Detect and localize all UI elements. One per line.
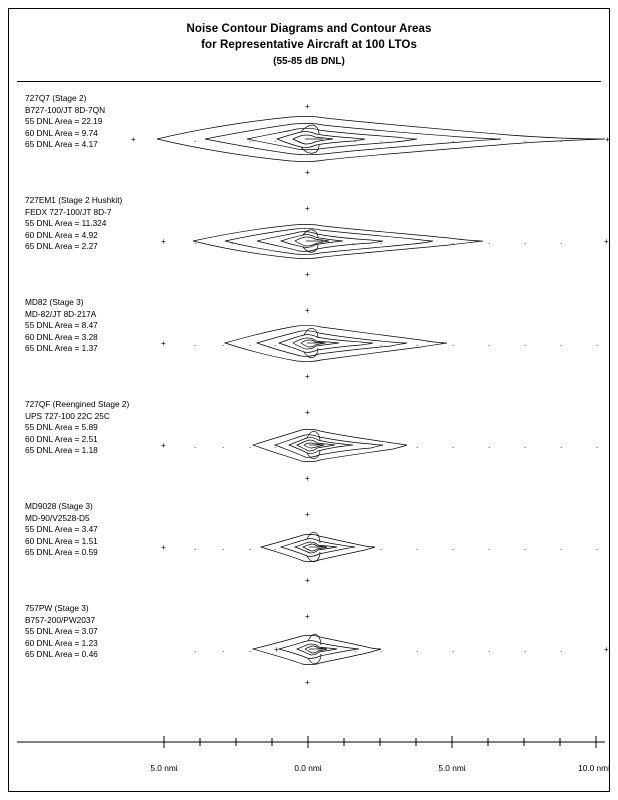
svg-text:.: . xyxy=(524,645,527,654)
panel-aircraft-1: B727-100/JT 8D-7QN xyxy=(25,104,106,115)
panel-area55-4: 55 DNL Area = 5.89 xyxy=(25,422,98,433)
svg-text:.: . xyxy=(524,441,527,450)
panel-757PW xyxy=(9,597,609,699)
svg-text:.: . xyxy=(596,543,599,552)
svg-text:.: . xyxy=(194,339,197,348)
panel-area60-5: 60 DNL Area = 1.51 xyxy=(25,535,98,546)
contour-graphic-6 xyxy=(9,597,609,699)
svg-text:+: + xyxy=(161,237,166,246)
svg-text:.: . xyxy=(560,135,563,144)
svg-text:.: . xyxy=(194,237,197,246)
x-tick-label-zero: 0.0 nmi xyxy=(294,763,322,773)
svg-text:.: . xyxy=(524,237,527,246)
svg-text:.: . xyxy=(222,339,225,348)
svg-text:.: . xyxy=(596,441,599,450)
panel-area60-2: 60 DNL Area = 4.92 xyxy=(25,229,98,240)
panel-aircraft-6: B757-200/PW2037 xyxy=(25,614,96,625)
svg-text:+: + xyxy=(305,474,310,483)
svg-text:.: . xyxy=(194,441,197,450)
svg-text:+: + xyxy=(604,645,609,654)
svg-text:+: + xyxy=(305,204,310,213)
svg-text:.: . xyxy=(452,441,455,450)
x-tick-label-right: 5.0 nmi xyxy=(438,763,466,773)
svg-text:.: . xyxy=(524,135,527,144)
title-line-1: Noise Contour Diagrams and Contour Areas xyxy=(186,23,432,35)
svg-text:.: . xyxy=(354,135,357,144)
svg-text:.: . xyxy=(380,645,383,654)
svg-text:.: . xyxy=(380,237,383,246)
svg-text:.: . xyxy=(452,339,455,348)
panel-area60-3: 60 DNL Area = 3.28 xyxy=(25,331,98,342)
svg-text:.: . xyxy=(416,645,419,654)
svg-text:.: . xyxy=(452,645,455,654)
svg-text:+: + xyxy=(161,441,166,450)
panel-area55-1: 55 DNL Area = 22.19 xyxy=(25,116,103,127)
svg-text:.: . xyxy=(560,441,563,450)
panel-727QF xyxy=(9,393,609,495)
svg-text:+: + xyxy=(305,306,310,315)
svg-text:.: . xyxy=(194,645,197,654)
svg-text:.: . xyxy=(194,135,197,144)
panel-area65-2: 65 DNL Area = 2.27 xyxy=(25,241,98,252)
title-line-2: for Representative Aircraft at 100 LTOs xyxy=(201,39,417,51)
panel-aircraft-2: FEDX 727-100/JT 8D-7 xyxy=(25,206,112,217)
panel-area60-1: 60 DNL Area = 9.74 xyxy=(25,127,98,138)
panel-area65-5: 65 DNL Area = 0.59 xyxy=(25,547,98,558)
svg-text:+: + xyxy=(305,102,310,111)
svg-text:.: . xyxy=(354,645,357,654)
panel-area65-6: 65 DNL Area = 0.46 xyxy=(25,649,98,660)
svg-text:.: . xyxy=(267,237,270,246)
x-tick-label-left: 5.0 nmi xyxy=(150,763,178,773)
panel-MD9028 xyxy=(9,495,609,597)
panel-area55-3: 55 DNL Area = 8.47 xyxy=(25,320,98,331)
svg-text:.: . xyxy=(380,339,383,348)
x-axis xyxy=(9,727,609,757)
panel-area60-6: 60 DNL Area = 1.23 xyxy=(25,637,98,648)
svg-text:.: . xyxy=(596,339,599,348)
svg-text:.: . xyxy=(452,135,455,144)
panel-name-6: 757PW (Stage 3) xyxy=(25,603,89,613)
contour-graphic-4 xyxy=(9,393,609,495)
svg-text:.: . xyxy=(249,339,252,348)
page-title xyxy=(9,21,609,70)
svg-text:.: . xyxy=(249,645,252,654)
panel-727Q7 xyxy=(9,87,609,189)
svg-text:.: . xyxy=(274,339,277,348)
svg-text:+: + xyxy=(161,339,166,348)
title-divider xyxy=(17,81,601,82)
svg-text:.: . xyxy=(560,237,563,246)
svg-text:.: . xyxy=(352,237,355,246)
panel-area65-1: 65 DNL Area = 4.17 xyxy=(25,139,98,150)
svg-text:.: . xyxy=(488,645,491,654)
svg-text:.: . xyxy=(452,543,455,552)
panel-area55-2: 55 DNL Area = 11.324 xyxy=(25,218,107,229)
svg-text:.: . xyxy=(231,237,234,246)
svg-text:.: . xyxy=(488,441,491,450)
svg-text:.: . xyxy=(222,543,225,552)
svg-text:+: + xyxy=(274,645,279,654)
panel-aircraft-4: UPS 727-100 22C 25C xyxy=(25,410,110,421)
svg-text:.: . xyxy=(274,135,277,144)
panel-aircraft-3: MD-82/JT 8D-217A xyxy=(25,308,97,319)
svg-text:.: . xyxy=(488,339,491,348)
svg-text:+: + xyxy=(305,168,310,177)
svg-text:+: + xyxy=(305,372,310,381)
contour-plot-area xyxy=(9,87,609,791)
panel-name-3: MD82 (Stage 3) xyxy=(25,297,84,307)
panel-name-1: 727Q7 (Stage 2) xyxy=(25,93,87,103)
svg-text:+: + xyxy=(305,510,310,519)
panel-name-4: 727QF (Reengined Stage 2) xyxy=(25,399,130,409)
panel-area65-4: 65 DNL Area = 1.18 xyxy=(25,445,98,456)
panel-name-5: MD9028 (Stage 3) xyxy=(25,501,93,511)
svg-text:.: . xyxy=(524,339,527,348)
svg-text:.: . xyxy=(194,543,197,552)
svg-text:+: + xyxy=(305,576,310,585)
svg-text:.: . xyxy=(249,543,252,552)
svg-text:.: . xyxy=(222,645,225,654)
panel-727EM1 xyxy=(9,189,609,291)
panel-area55-6: 55 DNL Area = 3.07 xyxy=(25,626,98,637)
contour-graphic-1 xyxy=(9,87,609,189)
panel-aircraft-5: MD-90/V2528-D5 xyxy=(25,512,90,523)
svg-text:.: . xyxy=(274,441,277,450)
x-axis-labels xyxy=(9,763,609,777)
svg-text:.: . xyxy=(380,543,383,552)
svg-text:+: + xyxy=(131,135,136,144)
panel-area55-5: 55 DNL Area = 3.47 xyxy=(25,524,98,535)
svg-text:.: . xyxy=(416,543,419,552)
svg-text:+: + xyxy=(305,612,310,621)
contour-graphic-3 xyxy=(9,291,609,393)
svg-text:.: . xyxy=(488,237,491,246)
svg-text:.: . xyxy=(249,441,252,450)
svg-text:+: + xyxy=(604,237,609,246)
svg-text:+: + xyxy=(305,678,310,687)
svg-text:.: . xyxy=(452,237,455,246)
svg-text:.: . xyxy=(416,441,419,450)
svg-text:+: + xyxy=(605,135,610,144)
svg-text:.: . xyxy=(249,135,252,144)
panel-MD82 xyxy=(9,291,609,393)
svg-text:.: . xyxy=(560,339,563,348)
contour-graphic-2 xyxy=(9,189,609,291)
svg-text:.: . xyxy=(560,543,563,552)
svg-text:+: + xyxy=(305,270,310,279)
x-tick-label-far-right: 10.0 nmi xyxy=(578,763,610,773)
svg-text:.: . xyxy=(354,339,357,348)
svg-text:+: + xyxy=(161,543,166,552)
panel-area65-3: 65 DNL Area = 1.37 xyxy=(25,343,98,354)
page-frame xyxy=(8,8,610,792)
svg-text:.: . xyxy=(416,339,419,348)
svg-text:.: . xyxy=(524,543,527,552)
svg-text:.: . xyxy=(380,135,383,144)
svg-text:+: + xyxy=(305,408,310,417)
svg-text:.: . xyxy=(488,543,491,552)
svg-text:.: . xyxy=(222,441,225,450)
panel-area60-4: 60 DNL Area = 2.51 xyxy=(25,433,98,444)
svg-text:.: . xyxy=(560,645,563,654)
svg-text:.: . xyxy=(274,543,277,552)
contour-graphic-5 xyxy=(9,495,609,597)
panel-name-2: 727EM1 (Stage 2 Hushkit) xyxy=(25,195,123,205)
title-line-3: (55-85 dB DNL) xyxy=(273,56,345,67)
